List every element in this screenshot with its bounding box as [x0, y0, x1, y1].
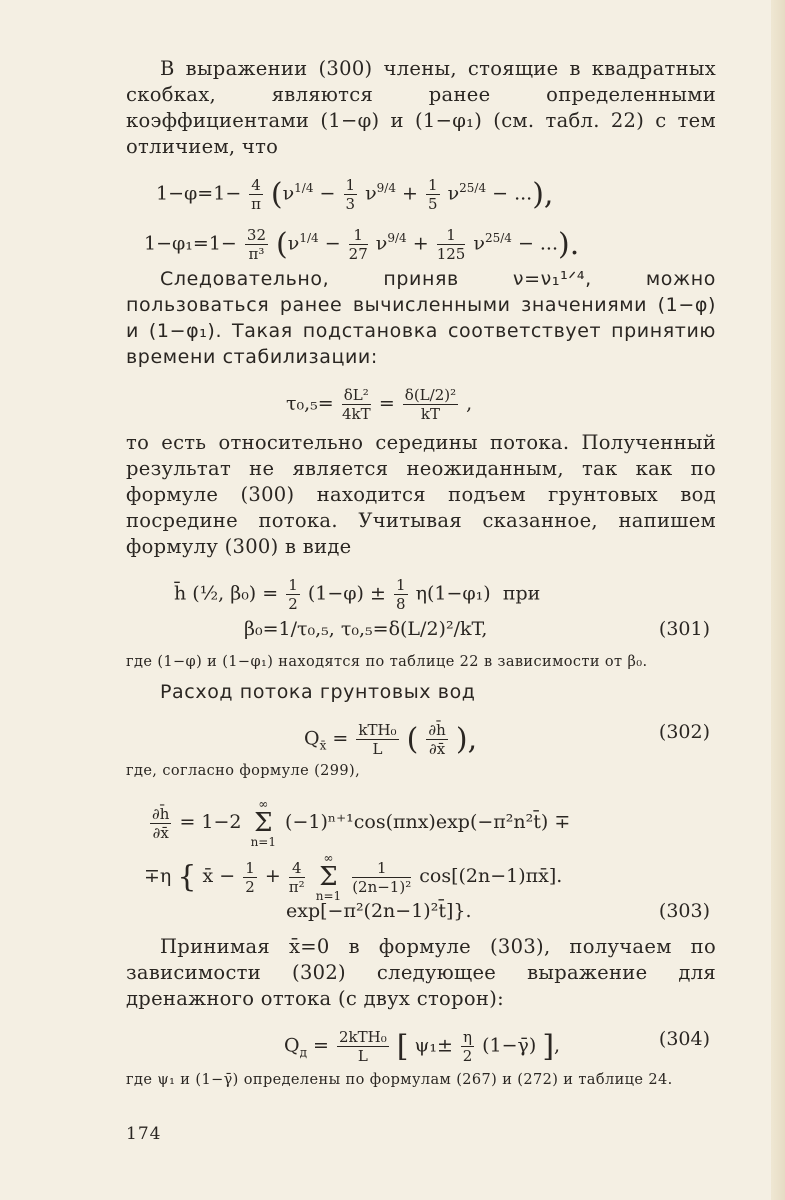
page-number: 174 [126, 1124, 162, 1144]
equation-1: 1−φ=1− $\frac{4}{\pi}$ ($\nu^{1/4}$ − $\frac{1}{3}$ $\nu^{9/4}$ + $\frac{1}{5}$ $\nu^{25/4}$ − ...), [156, 176, 554, 213]
paragraph-5: Расход потока грунтовых вод [160, 681, 476, 703]
page-edge [771, 0, 785, 1200]
equation-number-303: (303) [658, 900, 710, 922]
equation-10: $Q_д$ = $\frac{\text{2kTH₀}}{L}$ [ ψ₁± $\frac{\eta}{2}$ (1−γ̄) ], (304) [284, 1028, 710, 1065]
paragraph-4: где (1−φ) и (1−φ₁) находятся по таблице 22 в зависимости от β₀. [126, 654, 648, 670]
equation-8: ∓η { x̄ − $\frac{1}{2}$ + $\frac{4}{\text{π²}}$ ∞ Σ n=1 $\frac{1}{\text{(2n−1)²}}$ cos[(2n−1)πx̄]. [144, 851, 563, 903]
equation-6: $Q_{x̄}$ = $\frac{\text{kTH₀}}{L}$ ( $\frac{\partial h̄}{\partial x̄}$ ), (302) [304, 721, 710, 758]
paragraph-7: Принимая x̄=0 в формуле (303), получаем по зависимости (302) следующее выражение для дренажного оттока (с двух сторон): [126, 935, 716, 1010]
equation-3: τ₀,₅= $\frac{\text{δL²}}{4kT}$ = $\frac{\text{δ(L/2)²}}{kT}$ , [286, 386, 473, 423]
equation-number-304: (304) [658, 1028, 710, 1050]
equation-5: β₀=1/τ₀,₅, τ₀,₅=δ(L/2)²/kT, (301) [244, 618, 710, 640]
eq1-lhs: 1−φ=1− [156, 182, 242, 205]
paragraph-6: где, согласно формуле (299), [126, 763, 361, 779]
page-content [126, 56, 716, 1091]
paragraph-1: В выражении (300) члены, стоящие в квадратных скобках, являются ранее определенными коэффициентами (1−φ) и (1−φ₁) (см. табл. 22) с тем отличием, что [126, 57, 716, 158]
equation-4: h̄ (½, β₀) = $\frac{1}{2}$ (1−φ) ± $\frac{1}{8}$ η(1−φ₁) при [174, 576, 541, 613]
eq1-frac-b: $\frac{1}{3}$ [345, 176, 356, 213]
equation-number-301: (301) [658, 618, 710, 640]
paragraph-8: где ψ₁ и (1−γ̄) определены по формулам (267) и (272) и таблице 24. [126, 1072, 673, 1088]
eq1-frac-c: $\frac{1}{5}$ [427, 176, 438, 213]
eq1-frac-a: $\frac{4}{\pi}$ [251, 176, 261, 213]
paragraph-3: то есть относительно середины потока. Полученный результат не является неожиданным, так как по формуле (300) находится подъем грунтовых вод посредине потока. Учитывая сказанное, напишем формулу (300) в виде [126, 431, 716, 558]
equation-7: $\frac{\partial h̄}{\partial x̄}$ = 1−2 ∞ Σ n=1 (−1)ⁿ⁺¹cos(πnx)exp(−π²n²t̄) ∓ [152, 797, 571, 849]
equation-2: 1−φ₁=1− $\frac{32}{\text{π³}}$ ($\nu^{1/4}$ − $\frac{1}{27}$ $\nu^{9/4}$ + $\frac{1}{125}$ $\nu^{25/4}$ − ...). [144, 226, 580, 263]
equation-9: exp[−π²(2n−1)²t̄]}. (303) [286, 900, 710, 922]
paragraph-2: Следовательно, приняв ν=ν₁¹ᐟ⁴, можно пользоваться ранее вычисленными значениями (1−φ) и (1−φ₁). Такая подстановка соответствует принятию времени стабилизации: [126, 268, 716, 368]
equation-number-302: (302) [658, 721, 710, 743]
